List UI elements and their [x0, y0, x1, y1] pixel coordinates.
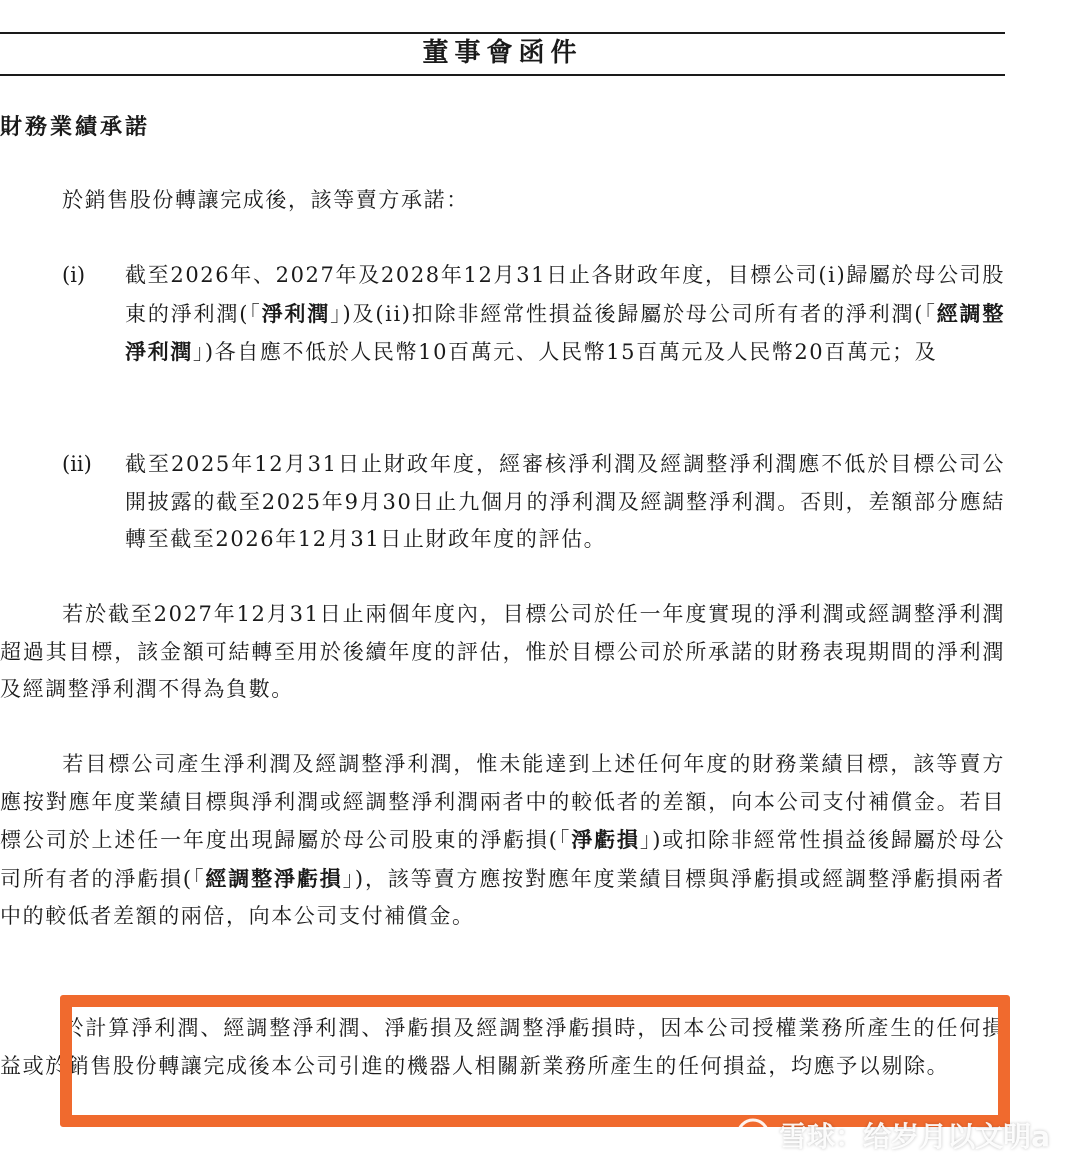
- watermark-text: 雪球：给岁月以文明a: [779, 1120, 1050, 1153]
- item-i-part: 」)各自應不低於人民幣10百萬元、人民幣15百萬元及人民幣20百萬元；及: [192, 340, 938, 364]
- intro-paragraph: 於銷售股份轉讓完成後，該等賣方承諾：: [62, 188, 469, 212]
- paragraph-exclusion: [0, 1010, 1005, 1085]
- item-text-ii: 截至2025年12月31日止財政年度，經審核淨利潤及經調整淨利潤應不低於目標公司公開披露的截至2025年9月30日止九個月的淨利潤及經調整淨利潤。否則，差額部分應結轉至截至2026年12月31日止財政年度的評估。: [125, 452, 1005, 551]
- paragraph-text: 於計算淨利潤、經調整淨利潤、淨虧損及經調整淨虧損時，因本公司授權業務所產生的任何損益或於銷售股份轉讓完成後本公司引進的機器人相關新業務所產生的任何損益，均應予以剔除。: [0, 1016, 1005, 1078]
- paragraph-part: 若目標公司產生淨利潤及經調整淨利潤，惟未能達到上述任何年度的財務業績目標，該等賣方應按對應年度業績目標與淨利潤或經調整淨利潤兩者中的較低者的差額，向本公司支付補償金。若目標公司於上述任一年度出現歸屬於母公司股東的淨虧損(「: [0, 752, 1005, 852]
- item-i-part: 截至2026年、2027年及2028年12月31日止各財政年度，目標公司(i)歸屬於母公司股東的淨利潤(「: [125, 263, 1005, 326]
- item-text-i: [125, 257, 1005, 372]
- snowball-logo-icon: [735, 1117, 771, 1153]
- item-label-ii: (ii): [62, 452, 92, 476]
- term-net-loss: 淨虧損: [571, 827, 640, 852]
- term-adjusted-net-loss: 經調整淨虧損: [205, 865, 343, 891]
- item-i-part: 」)及(ii)扣除非經常性損益後歸屬於母公司所有者的淨利潤(「: [330, 301, 937, 326]
- paragraph-text: 若於截至2027年12月31日止兩個年度內，目標公司於任一年度實現的淨利潤或經調整淨利潤超過其目標，該金額可結轉至用於後續年度的評估，惟於目標公司於所承諾的財務表現期間的淨利潤及經調整淨利潤不得為負數。: [0, 602, 1005, 701]
- term-net-profit: 淨利潤: [261, 300, 331, 326]
- watermark: [735, 1113, 1050, 1157]
- term-adjusted-net-profit: 經調整淨利潤: [125, 300, 1005, 364]
- paragraph-part: 」)，該等賣方應按對應年度業績目標與淨虧損或經調整淨虧損兩者中的較低者差額的兩倍，向本公司支付補償金。: [0, 866, 1005, 928]
- section-heading: 財務業績承諾: [0, 114, 151, 140]
- paragraph-carry-forward: [0, 596, 1005, 709]
- page-title: 董事會函件: [422, 38, 583, 68]
- item-label-i: (i): [62, 263, 86, 287]
- paragraph-part: 」)或扣除非經常性損益後歸屬於母公司所有者的淨虧損(「: [0, 828, 1005, 891]
- header-rule-bottom: [0, 74, 1005, 76]
- paragraph-compensation: [0, 746, 1005, 936]
